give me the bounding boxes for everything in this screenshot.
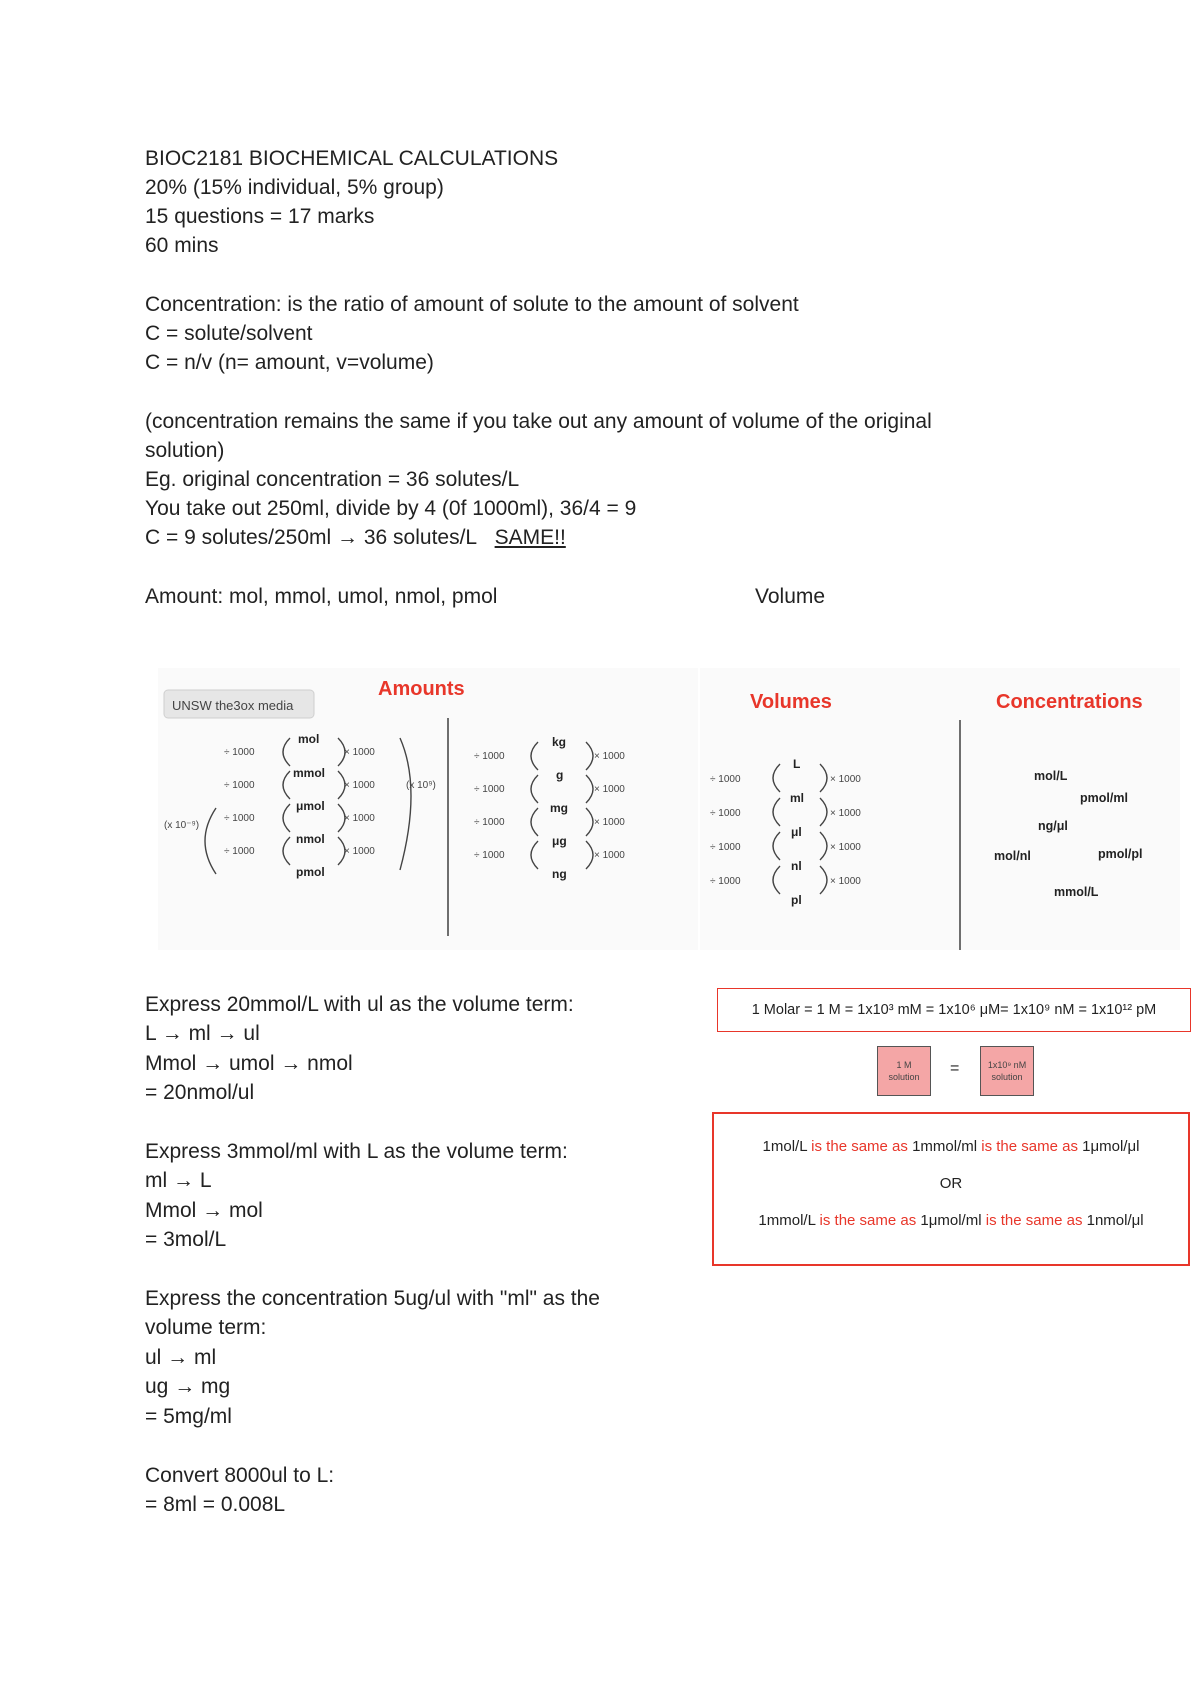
right-box-line-2: solution: [991, 1072, 1023, 1082]
equivalence-line-1: [714, 1138, 1188, 1155]
vol-multiply-2: × 1000: [830, 808, 861, 819]
divide-1: ÷ 1000: [224, 747, 255, 758]
unit-kg: kg: [552, 735, 567, 749]
vol-multiply-4: × 1000: [830, 876, 861, 887]
molar-left-box: [877, 1046, 931, 1096]
ex2-step-2: Mmol → mol: [145, 1199, 263, 1222]
ex2-answer: = 3mol/L: [145, 1228, 227, 1251]
left-power: (x 10⁻⁹): [164, 820, 200, 831]
equivalence-box: [712, 1112, 1190, 1266]
right-power: (x 10⁹): [406, 780, 436, 791]
ex3-answer: = 5mg/ml: [145, 1405, 232, 1428]
watermark-text: UNSW the3ox media: [172, 698, 294, 713]
concentrations-title: Concentrations: [996, 691, 1143, 713]
left-box-line-1: 1 M: [896, 1060, 912, 1070]
example-result: C = 9 solutes/250ml → 36 solutes/L: [145, 526, 478, 549]
eq1-e: 1μmol/μl: [1082, 1138, 1140, 1155]
divide-2: ÷ 1000: [224, 780, 255, 791]
ex2-step-1: ml → L: [145, 1169, 212, 1192]
questions-line: 15 questions = 17 marks: [145, 205, 375, 228]
ex1-step-1: L → ml → ul: [145, 1022, 260, 1045]
vol-divide-2: ÷ 1000: [710, 808, 741, 819]
unit-pl: pl: [791, 893, 802, 907]
example-line-1: Eg. original concentration = 36 solutes/L: [145, 468, 520, 491]
left-box-line-2: solution: [888, 1072, 920, 1082]
unit-mol: mol: [298, 732, 320, 746]
doc-title: BIOC2181 BIOCHEMICAL CALCULATIONS: [145, 147, 559, 170]
eq1-c: 1mmol/ml: [912, 1138, 978, 1155]
eq1-d: is the same as: [977, 1138, 1083, 1155]
eq2-b: is the same as: [815, 1212, 921, 1229]
unit-nl: nl: [791, 859, 802, 873]
mass-multiply-3: × 1000: [594, 817, 625, 828]
multiply-3: × 1000: [344, 813, 375, 824]
ex3-step-2: ug → mg: [145, 1375, 231, 1398]
ex1-question: Express 20mmol/L with ul as the volume term:: [145, 993, 574, 1016]
right-box-line-1: 1x10⁹ nM: [987, 1060, 1027, 1070]
equivalence-line-2: [714, 1212, 1188, 1229]
same-emphasis: SAME!!: [494, 526, 566, 549]
conc-ng-per-ul: ng/μl: [1038, 819, 1068, 833]
conc-pmol-per-pl: pmol/pl: [1098, 847, 1143, 861]
concentration-definition: Concentration: is the ratio of amount of solute to the amount of solvent: [145, 293, 799, 316]
equivalence-or: OR: [939, 1175, 963, 1192]
duration-line: 60 mins: [145, 234, 219, 257]
molar-equation-box: [717, 988, 1191, 1032]
mass-multiply-2: × 1000: [594, 784, 625, 795]
mass-divide-3: ÷ 1000: [474, 817, 505, 828]
volumes-title: Volumes: [750, 691, 832, 713]
volumes-concentrations-figure: [700, 668, 1180, 950]
molar-equals: =: [950, 1060, 960, 1077]
note-line-2: solution): [145, 439, 225, 462]
formula-2: C = n/v (n= amount, v=volume): [145, 351, 434, 374]
molar-right-box: [980, 1046, 1034, 1096]
unit-ug: μg: [552, 834, 567, 848]
divide-3: ÷ 1000: [224, 813, 255, 824]
vol-multiply-3: × 1000: [830, 842, 861, 853]
vol-divide-3: ÷ 1000: [710, 842, 741, 853]
multiply-1: × 1000: [344, 747, 375, 758]
amount-line: Amount: mol, mmol, umol, nmol, pmol: [145, 585, 498, 608]
vol-multiply-1: × 1000: [830, 774, 861, 785]
example-line-3: [145, 523, 566, 552]
amounts-title: Amounts: [378, 678, 465, 700]
multiply-4: × 1000: [344, 846, 375, 857]
ex1-answer: = 20nmol/ul: [145, 1081, 255, 1104]
vol-divide-1: ÷ 1000: [710, 774, 741, 785]
unit-ul: μl: [791, 825, 802, 839]
eq1-a: 1mol/L: [762, 1138, 808, 1155]
eq2-e: 1nmol/μl: [1086, 1212, 1144, 1229]
weight-line: 20% (15% individual, 5% group): [145, 176, 444, 199]
unit-nmol: nmol: [296, 832, 325, 846]
conc-pmol-per-ml: pmol/ml: [1080, 791, 1128, 805]
mass-divide-1: ÷ 1000: [474, 751, 505, 762]
conc-mol-per-nl: mol/nl: [994, 849, 1031, 863]
molar-equation: 1 Molar = 1 M = 1x10³ mM = 1x10⁶ μM= 1x10⁹ nM = 1x10¹² pM: [751, 1002, 1157, 1018]
eq2-c: 1μmol/ml: [920, 1212, 982, 1229]
multiply-2: × 1000: [344, 780, 375, 791]
divide-4: ÷ 1000: [224, 846, 255, 857]
example-line-2: You take out 250ml, divide by 4 (0f 1000ml), 36/4 = 9: [145, 497, 637, 520]
eq2-a: 1mmol/L: [758, 1212, 816, 1229]
ex2-question: Express 3mmol/ml with L as the volume term:: [145, 1140, 568, 1163]
volume-label: Volume: [755, 585, 826, 608]
unit-g: g: [556, 768, 564, 782]
unit-pmol: pmol: [296, 865, 325, 879]
note-line-1: (concentration remains the same if you take out any amount of volume of the original: [145, 410, 932, 433]
ex3-step-1: ul → ml: [145, 1346, 217, 1369]
conc-mmol-per-L: mmol/L: [1054, 885, 1099, 899]
mass-divide-2: ÷ 1000: [474, 784, 505, 795]
unit-ng: ng: [552, 867, 567, 881]
mass-multiply-4: × 1000: [594, 850, 625, 861]
ex4-answer: = 8ml = 0.008L: [145, 1493, 286, 1516]
unit-umol: μmol: [296, 799, 325, 813]
amounts-figure: [158, 668, 698, 950]
unit-L: L: [793, 757, 801, 771]
ex3-question-1: Express the concentration 5ug/ul with "ml" as the: [145, 1287, 600, 1310]
eq2-d: is the same as: [981, 1212, 1087, 1229]
unit-ml: ml: [790, 791, 805, 805]
mass-multiply-1: × 1000: [594, 751, 625, 762]
conc-mol-per-L: mol/L: [1034, 769, 1068, 783]
unit-mg: mg: [550, 801, 568, 815]
formula-1: C = solute/solvent: [145, 322, 313, 345]
ex3-question-2: volume term:: [145, 1316, 267, 1339]
vol-divide-4: ÷ 1000: [710, 876, 741, 887]
ex4-question: Convert 8000ul to L:: [145, 1464, 335, 1487]
eq1-b: is the same as: [807, 1138, 913, 1155]
unit-mmol: mmol: [293, 766, 326, 780]
ex1-step-2: Mmol → umol → nmol: [145, 1052, 353, 1075]
mass-divide-4: ÷ 1000: [474, 850, 505, 861]
